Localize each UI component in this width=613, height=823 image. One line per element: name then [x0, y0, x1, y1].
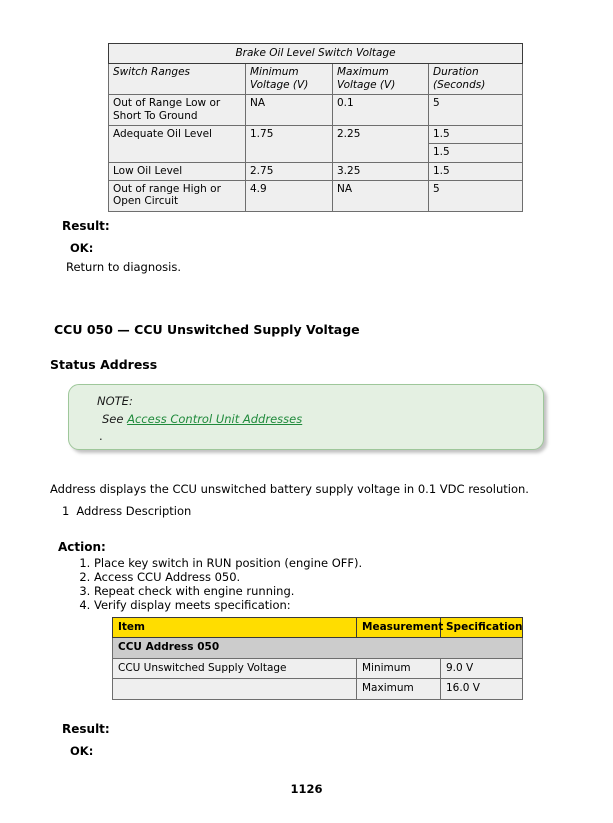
group-label-ccu-address-050: CCU Address 050 — [113, 638, 523, 658]
cell-duration: 5 — [429, 95, 523, 126]
table-row — [109, 95, 523, 126]
column-header-minimum-voltage — [246, 64, 333, 95]
brake-oil-level-table — [108, 43, 523, 212]
table-title-row — [109, 44, 523, 64]
cell-minimum-voltage: 2.75 — [246, 162, 333, 180]
cell-switch-range: Out of Range Low or Short To Ground — [109, 95, 246, 126]
cell-item: CCU Unswitched Supply Voltage — [113, 658, 357, 678]
cell-specification: 16.0 V — [441, 679, 523, 699]
column-header-switch-ranges: Switch Ranges — [109, 64, 246, 95]
description-paragraph: Address displays the CCU unswitched battery supply voltage in 0.1 VDC resolution. — [50, 482, 529, 496]
result-label-2: Result: — [62, 722, 110, 736]
header-line-1: Duration — [433, 66, 479, 79]
ok-text-1: Return to diagnosis. — [66, 260, 182, 274]
cell-duration-split — [429, 125, 523, 162]
ccu-address-050-table — [112, 617, 523, 700]
page-title: CCU 050 — CCU Unswitched Supply Voltage — [54, 322, 360, 337]
table-row — [113, 679, 523, 699]
page-number: 1126 — [290, 782, 323, 796]
cell-switch-range: Out of range High or Open Circuit — [109, 181, 246, 212]
table-group-row — [113, 638, 523, 658]
list-item: 4. Verify display meets specification: — [94, 598, 362, 612]
column-header-specification: Specification — [441, 618, 523, 638]
cell-maximum-voltage: 0.1 — [333, 95, 429, 126]
cell-switch-range: Low Oil Level — [109, 162, 246, 180]
table-row — [109, 162, 523, 180]
cell-minimum-voltage: NA — [246, 95, 333, 126]
result-label-1: Result: — [62, 219, 110, 233]
cell-maximum-voltage: NA — [333, 181, 429, 212]
note-trailing-punctuation: . — [99, 429, 103, 443]
access-control-unit-addresses-link[interactable]: Access Control Unit Addresses — [127, 412, 303, 426]
cell-maximum-voltage: 2.25 — [333, 125, 429, 162]
ok-label-1: OK: — [70, 241, 94, 255]
note-see-word: See — [102, 412, 124, 426]
cell-measurement: Maximum — [357, 679, 441, 699]
table-header-row — [113, 618, 523, 638]
cell-duration: 5 — [429, 181, 523, 212]
column-header-duration — [429, 64, 523, 95]
note-label: NOTE: — [97, 394, 133, 408]
table-row — [109, 125, 523, 162]
header-line-2: Voltage (V) — [250, 78, 309, 91]
header-line-1: Maximum — [337, 66, 389, 79]
table-row — [113, 658, 523, 678]
list-item: 2. Access CCU Address 050. — [94, 570, 362, 584]
step-text: Address Description — [76, 504, 192, 518]
header-line-2: Voltage (V) — [337, 78, 396, 91]
column-header-item: Item — [113, 618, 357, 638]
cell-item — [113, 679, 357, 699]
cell-duration: 1.5 — [429, 162, 523, 180]
note-callout — [68, 384, 544, 450]
table-header-row — [109, 64, 523, 95]
cell-specification: 9.0 V — [441, 658, 523, 678]
cell-minimum-voltage: 4.9 — [246, 181, 333, 212]
cell-duration-part-1: 1.5 — [433, 127, 450, 140]
step-number: 1 — [62, 504, 70, 518]
action-label: Action: — [58, 540, 106, 554]
table-row — [109, 181, 523, 212]
list-item: 1. Place key switch in RUN position (engine OFF). — [94, 556, 362, 570]
cell-maximum-voltage: 3.25 — [333, 162, 429, 180]
list-item: 3. Repeat check with engine running. — [94, 584, 362, 598]
header-line-1: Minimum — [250, 66, 299, 79]
ok-label-2: OK: — [70, 744, 94, 758]
column-header-measurement: Measurement — [357, 618, 441, 638]
cell-measurement: Minimum — [357, 658, 441, 678]
cell-minimum-voltage: 1.75 — [246, 125, 333, 162]
brake-table-title: Brake Oil Level Switch Voltage — [109, 44, 523, 64]
header-line-2: (Seconds) — [433, 78, 486, 91]
action-steps-list — [66, 556, 362, 613]
cell-duration-part-2: 1.5 — [429, 143, 522, 161]
cell-switch-range: Adequate Oil Level — [109, 125, 246, 162]
address-description-step — [62, 504, 191, 518]
column-header-maximum-voltage — [333, 64, 429, 95]
subsection-heading-status-address: Status Address — [50, 357, 158, 372]
note-body — [102, 412, 302, 426]
